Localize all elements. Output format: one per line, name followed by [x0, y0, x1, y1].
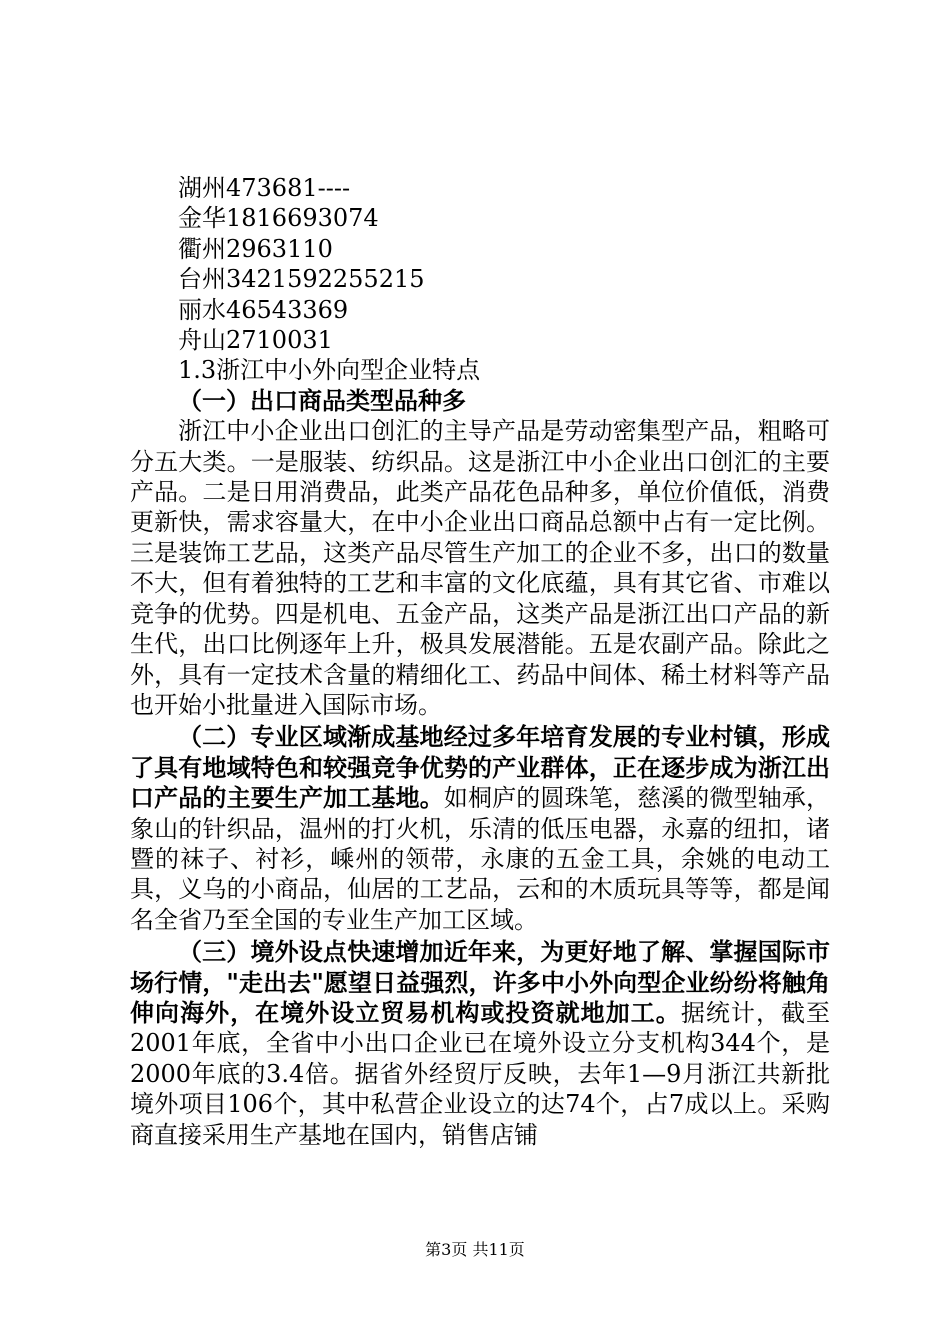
city-name: 舟山 — [178, 326, 226, 355]
city-value: 2963110 — [226, 234, 333, 263]
city-line-jinhua — [130, 203, 830, 233]
page-footer: 第3页 共11页 — [425, 1240, 525, 1259]
city-name: 衢州 — [178, 234, 226, 263]
city-value: 2710031 — [226, 326, 333, 355]
subsection-2-paragraph — [130, 722, 830, 935]
section-title: 1.3浙江中小外向型企业特点 — [178, 356, 481, 385]
subsection-1-paragraph: 浙江中小企业出口创汇的主导产品是劳动密集型产品，粗略可分五大类。一是服装、纺织品。这是浙江中小企业出口创汇的主要产品。二是日用消费品，此类产品花色品种多，单位价值低，消费更新快，需求容量大，在中小企业出口商品总额中占有一定比例。三是装饰工艺品，这类产品尽管生产加工的企业不多，出口的数量不大，但有着独特的工艺和丰富的文化底蕴，具有其它省、市难以竞争的优势。四是机电、五金产品，这类产品是浙江出口产品的新生代，出口比例逐年上升，极具发展潜能。五是农副产品。除此之外，具有一定技术含量的精细化工、药品中间体、稀土材料等产品也开始小批量进入国际市场。 — [130, 417, 830, 719]
city-line-lishui — [130, 295, 830, 325]
city-line-zhoushan — [130, 325, 830, 355]
city-line-quzhou — [130, 234, 830, 264]
city-value: 473681---- — [226, 174, 351, 202]
city-name: 金华 — [178, 204, 226, 233]
subsection-3-body: 据统计，截至2001年底，全省中小出口企业已在境外设立分支机构344个，是2000年底的3.4倍。据省外经贸厅反映，去年1—9月浙江共新批境外项目106个，其中私营企业设立的达74个，占7成以上。采购商直接采用生产基地在国内，销售店铺 — [130, 998, 831, 1149]
subsection-3-bold-lead: （三）境外设点快速增加近年来，为更好地了解、掌握国际市场行情，"走出去"愿望日益强烈，许多中小外向型企业纷纷将触角伸向海外，在境外设立贸易机构或投资就地加工。 — [130, 937, 830, 1027]
city-name: 丽水 — [178, 295, 226, 324]
subsection-2-bold-lead: （二）专业区域渐成基地经过多年培育发展的专业村镇，形成了具有地域特色和较强竞争优势的产业群体，正在逐步成为浙江出口产品的主要生产加工基地。 — [130, 722, 830, 813]
document-body — [130, 173, 830, 1150]
city-value: 1816693074 — [226, 204, 379, 233]
subsection-1-heading: （一）出口商品类型品种多 — [178, 385, 466, 415]
subsection-2-body: 如桐庐的圆珠笔，慈溪的微型轴承，象山的针织品，温州的打火机，乐清的低压电器，永嘉的纽扣，诸暨的袜子、衬衫，嵊州的领带，永康的五金工具，余姚的电动工具，义乌的小商品，仙居的工艺品，云和的木质玩具等等，都是闻名全省乃至全国的专业生产加工区域。 — [130, 784, 831, 934]
city-value: 3421592255215 — [226, 265, 425, 294]
city-name: 台州 — [178, 265, 226, 294]
city-line-taizhou — [130, 264, 830, 294]
city-name: 湖州 — [178, 174, 226, 202]
subsection-3-paragraph — [130, 937, 830, 1150]
city-line-huzhou — [130, 173, 830, 203]
city-value: 46543369 — [226, 295, 349, 324]
